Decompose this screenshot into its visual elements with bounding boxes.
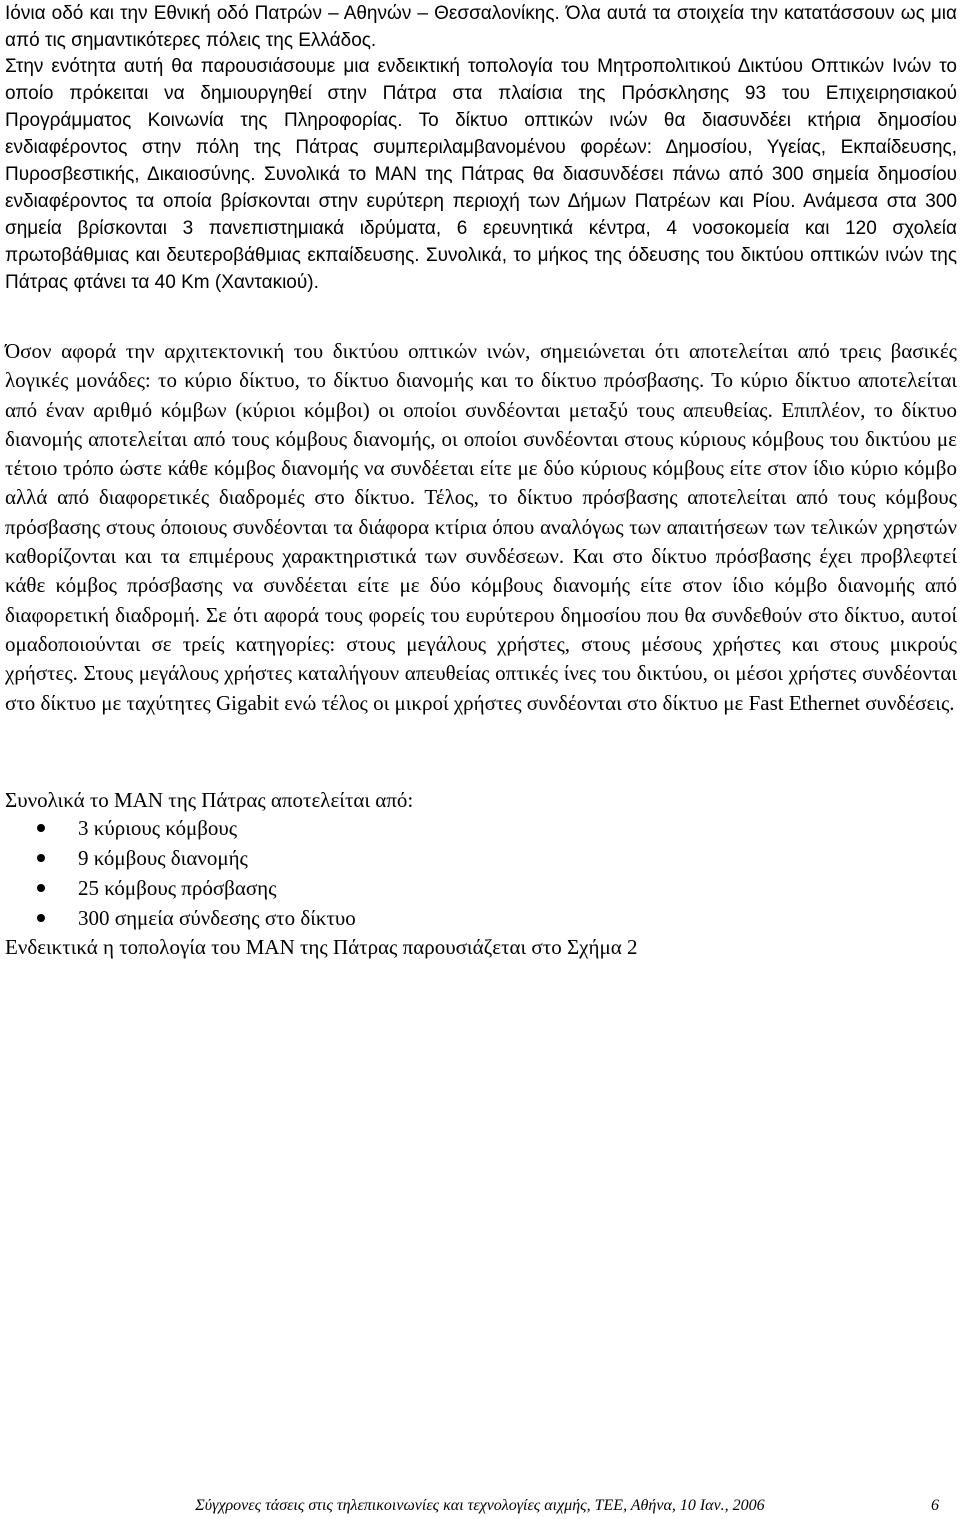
list-item [0, 813, 960, 843]
list-item-text: 9 κόμβους διανομής [78, 846, 248, 870]
list-item [0, 873, 960, 903]
list-item-text: 300 σημεία σύνδεσης στο δίκτυο [78, 906, 356, 930]
man-composition-list [0, 813, 960, 933]
paragraph-network-architecture: Όσον αφορά την αρχιτεκτονική του δικτύου οπτικών ινών, σημειώνεται ότι αποτελείται από τρεις βασικές λογικές μονάδες: το κύριο δίκτυο, το δίκτυο διανομής και το δίκτυο πρόσβασης. Το κύριο δίκτυο αποτελείται από έναν αριθμό κόμβων (κύριοι κόμβοι) οι οποίοι συνδέονται μεταξύ τους απευθείας. Επιπλέον, το δίκτυο διανομής αποτελείται από τους κόμβους διανομής, οι οποίοι συνδέονται στους κύριους κόμβους του δικτύου με τέτοιο τρόπο ώστε κάθε κόμβος διανομής να συνδέεται είτε με δύο κύριους κόμβους είτε στον ίδιο κύριο κόμβο αλλά από διαφορετικές διαδρομές στο δίκτυο. Τέλος, το δίκτυο πρόσβασης αποτελείται από τους κόμβους πρόσβασης στους όποιους συνδέονται τα διάφορα κτίρια όπου αναλόγως των απαιτήσεων των τελικών χρηστών καθορίζονται και τα επιμέρους χαρακτηριστικά των συνδέσεων. Και στο δίκτυο πρόσβασης έχει προβλεφτεί κάθε κόμβος πρόσβασης να συνδέεται είτε με δύο κόμβους διανομής είτε στον ίδιο κόμβο διανομής από διαφορετική διαδρομή. Σε ότι αφορά τους φορείς του ευρύτερου δημοσίου που θα συνδεθούν στο δίκτυο, αυτοί ομαδοποιούνται σε τρείς κατηγορίες: στους μεγάλους χρήστες, στους μέσους χρήστες και στους μικρούς χρήστες. Στους μεγάλους χρήστες καταλήγουν απευθείας οπτικές ίνες του δικτύου, οι μέσοι χρήστες συνδέονται στο δίκτυο με ταχύτητες Gigabit ενώ τέλος οι μικροί χρήστες συνδέονται στο δίκτυο με Fast Ethernet συνδέσεις. [5, 339, 957, 715]
bullet-icon [37, 884, 45, 892]
paragraph-intro-continuation: Ιόνια οδό και την Εθνική οδό Πατρών – Αθηνών – Θεσσαλονίκης. Όλα αυτά τα στοιχεία την κατατάσσουν ως μια από τις σημαντικότερες πόλεις της Ελλάδος. [5, 3, 957, 51]
paragraph-patras-man-overview: Στην ενότητα αυτή θα παρουσιάσουμε μια ενδεικτική τοπολογία του Μητροπολιτικού Δικτύου Οπτικών Ινών το οποίο πρόκειται να δημιουργηθεί στην Πάτρα στα πλαίσια της Πρόσκλησης 93 του Επιχειρησιακού Προγράμματος Κοινωνία της Πληροφορίας. Το δίκτυο οπτικών ινών θα διασυνδέει κτήρια δημοσίου ενδιαφέροντος στην πόλη της Πάτρας συμπεριλαμβανομένου φορέων: Δημοσίου, Υγείας, Εκπαίδευσης, Πυροσβεστικής, Δικαιοσύνης. Συνολικά το MAN της Πάτρας θα διασυνδέσει πάνω από 300 σημεία δημοσίου ενδιαφέροντος τα οποία βρίσκονται στην ευρύτερη περιοχή των Δήμων Πατρέων και Ρίου. Ανάμεσα στα 300 σημεία βρίσκονται 3 πανεπιστημιακά ιδρύματα, 6 ερευνητικά κέντρα, 4 νοσοκομεία και 120 σχολεία πρωτοβάθμιας και δευτεροβάθμιας εκπαίδευσης. Συνολικά, το μήκος της όδευσης του δικτύου οπτικών ινών της Πάτρας φτάνει τα 40 Km (Χαντακιού). [5, 56, 957, 293]
bullet-icon [37, 824, 45, 832]
paragraph-man-composition-intro: Συνολικά το MAN της Πάτρας αποτελείται από: [5, 788, 414, 812]
list-item [0, 843, 960, 873]
bullet-icon [37, 854, 45, 862]
list-item [0, 903, 960, 933]
paragraph-figure-reference: Ενδεικτικά η τοπολογία του MAN της Πάτρας παρουσιάζεται στο Σχήμα 2 [5, 935, 638, 959]
list-item-text: 3 κύριους κόμβους [78, 816, 238, 840]
page-footer [0, 1494, 960, 1518]
bullet-icon [37, 914, 45, 922]
footer-conference-text: Σύγχρονες τάσεις στις τηλεπικοινωνίες και τεχνολογίες αιχμής, ΤΕΕ, Αθήνα, 10 Ιαν., 2006 [195, 1497, 765, 1514]
list-item-text: 25 κόμβους πρόσβασης [78, 876, 277, 900]
page-number: 6 [931, 1497, 939, 1514]
